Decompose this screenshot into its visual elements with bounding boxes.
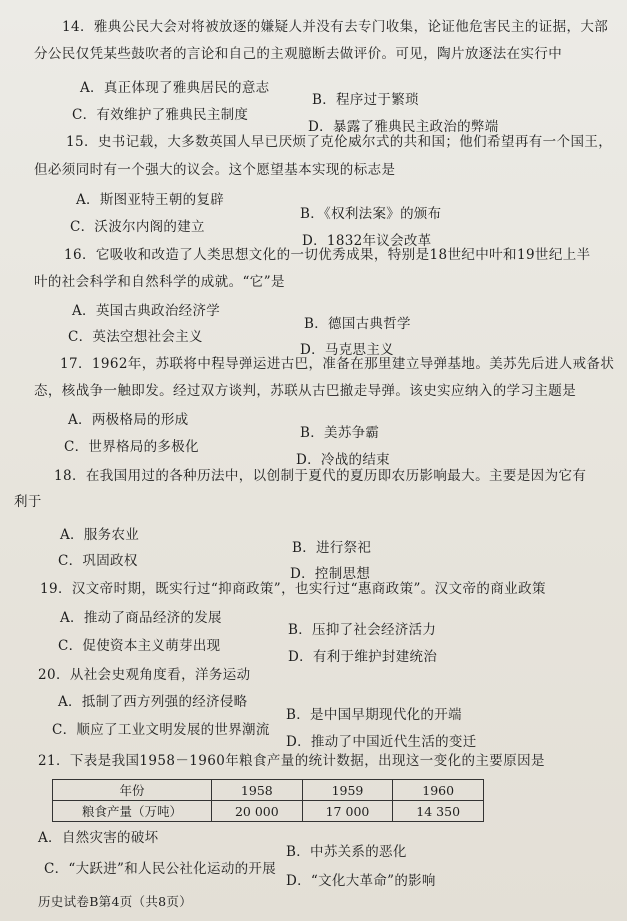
q17-stem-line2: 态，核战争一触即发。经过双方谈判，苏联从古巴撤走导弹。该史实应纳入的学习主题是	[34, 383, 577, 399]
q20-stem-line1: 20．从社会史观角度看，洋务运动	[38, 667, 251, 683]
table-cell-year-header: 年份	[53, 780, 212, 801]
q14-option-d: D．暴露了雅典民主政治的弊端	[308, 119, 499, 135]
table-cell-output-header: 粮食产量（万吨）	[53, 801, 212, 822]
table-cell: 20 000	[212, 801, 303, 822]
q20-option-a: A．抵制了西方列强的经济侵略	[58, 694, 248, 710]
q19-option-c: C．促使资本主义萌芽出现	[58, 638, 221, 654]
q18-option-b: B．进行祭祀	[292, 540, 372, 556]
q21-stem-line1: 21．下表是我国1958－1960年粮食产量的统计数据，出现这一变化的主要原因是	[38, 753, 545, 769]
q17-option-b: B．美苏争霸	[300, 425, 380, 441]
table-row	[53, 780, 484, 801]
q16-stem-line2: 叶的社会科学和自然科学的成就。“它”是	[34, 274, 285, 290]
q19-option-b: B．压抑了社会经济活力	[288, 622, 437, 638]
q18-option-c: C．巩固政权	[58, 553, 138, 569]
grain-output-table	[52, 779, 484, 822]
q20-option-c: C．顺应了工业文明发展的世界潮流	[52, 722, 270, 738]
q16-option-d: D．马克思主义	[300, 342, 394, 358]
q20-option-b: B．是中国早期现代化的开端	[286, 707, 462, 723]
q18-stem-line2: 利于	[14, 494, 42, 510]
q18-option-a: A．服务农业	[60, 527, 140, 543]
q14-stem-line2: 分公民仅凭某些鼓吹者的言论和自己的主观臆断去做评价。可见，陶片放逐法在实行中	[34, 46, 563, 62]
q15-option-a: A．斯图亚特王朝的复辟	[76, 192, 225, 208]
q21-option-a: A．自然灾害的破坏	[38, 830, 159, 846]
q14-option-c: C．有效维护了雅典民主制度	[72, 107, 249, 123]
table-cell: 1958	[212, 780, 303, 801]
q21-option-d: D．“文化大革命”的影响	[286, 873, 436, 889]
q15-option-b: B．《权利法案》的颁布	[300, 206, 442, 222]
q16-option-b: B．德国古典哲学	[304, 316, 411, 332]
q16-option-a: A．英国古典政治经济学	[72, 303, 221, 319]
table-cell: 1960	[393, 780, 484, 801]
q14-option-b: B．程序过于繁琐	[312, 92, 419, 108]
table-cell: 17 000	[302, 801, 393, 822]
q21-option-c: C．“大跃进”和人民公社化运动的开展	[44, 861, 277, 877]
q15-stem-line2: 但必须同时有一个强大的议会。这个愿望基本实现的标志是	[34, 162, 396, 178]
q17-stem-line1: 17．1962年，苏联将中程导弹运进古巴，准备在那里建立导弹基地。美苏先后进人戒备状	[60, 356, 615, 372]
table-row	[53, 801, 484, 822]
q18-option-d: D．控制思想	[290, 566, 371, 582]
q17-option-d: D．冷战的结束	[296, 452, 390, 468]
q14-stem-line1: 14．雅典公民大会对将被放逐的嫌疑人并没有去专门收集，论证他危害民主的证据，大部	[62, 19, 609, 35]
q21-option-b: B．中苏关系的恶化	[286, 844, 407, 860]
q19-option-a: A．推动了商品经济的发展	[60, 610, 222, 626]
page-footer: 历史试卷B第4页（共8页）	[38, 894, 192, 909]
q14-option-a: A．真正体现了雅典居民的意志	[80, 80, 270, 96]
q15-option-d: D．1832年议会改革	[302, 233, 432, 249]
q15-option-c: C．沃波尔内阁的建立	[70, 219, 205, 235]
q19-stem-line1: 19．汉文帝时期，既实行过“抑商政策”，也实行过“惠商政策”。汉文帝的商业政策	[40, 581, 546, 597]
q17-option-c: C．世界格局的多极化	[64, 439, 199, 455]
q16-option-c: C．英法空想社会主义	[68, 329, 203, 345]
q16-stem-line1: 16．它吸收和改造了人类思想文化的一切优秀成果，特别是18世纪中叶和19世纪上半	[64, 247, 591, 263]
table-cell: 1959	[302, 780, 393, 801]
q19-option-d: D．有利于维护封建统治	[288, 649, 438, 665]
q18-stem-line1: 18．在我国用过的各种历法中，以创制于夏代的夏历即农历影响最大。主要是因为它有	[54, 468, 587, 484]
q15-stem-line1: 15．史书记载，大多数英国人早已厌烦了克伦威尔式的共和国；他们希望再有一个国王，	[66, 134, 613, 150]
q17-option-a: A．两极格局的形成	[68, 412, 189, 428]
table-cell: 14 350	[393, 801, 484, 822]
q20-option-d: D．推动了中国近代生活的变迁	[286, 734, 477, 750]
